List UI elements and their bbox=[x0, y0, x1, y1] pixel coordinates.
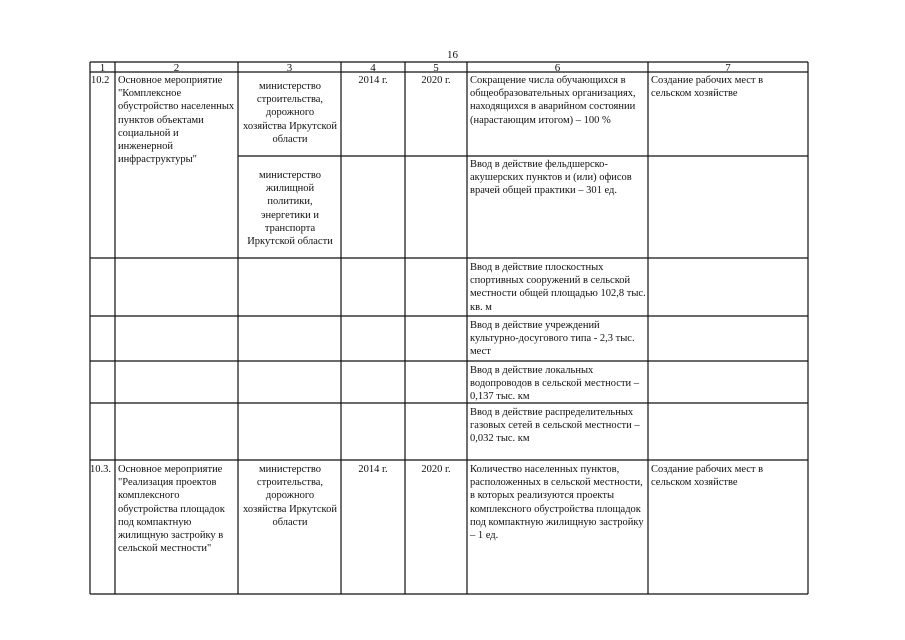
row-10-2-link: Создание рабочих мест в сельском хозяйстве bbox=[651, 75, 764, 100]
row-10-3-link: Создание рабочих мест в сельском хозяйстве bbox=[651, 464, 764, 489]
row-10-2-executor-2: министерство жилищной политики, энергетики и транспорта Иркутской области bbox=[247, 170, 333, 248]
header-col-7: 7 bbox=[725, 62, 731, 74]
row-10-2-number: 10.2 bbox=[91, 75, 110, 86]
row-10-2-end-year: 2020 г. bbox=[421, 75, 451, 86]
row-10-3-executor: министерство строительства, дорожного хозяйства Иркутской области bbox=[243, 464, 337, 528]
row-10-2-result-4: Ввод в действие учреждений культурно-досугового типа - 2,3 тыс. мест bbox=[470, 320, 635, 358]
row-10-2-result-3: Ввод в действие плоскостных спортивных сооружений в сельской местности общей площадью 102,8 тыс. кв. м bbox=[470, 262, 646, 313]
row-10-2-result-6: Ввод в действие распределительных газовых сетей в сельской местности – 0,032 тыс. км bbox=[470, 407, 640, 445]
header-col-1: 1 bbox=[99, 62, 106, 74]
row-10-3-start-year: 2014 г. bbox=[358, 464, 388, 475]
page-number: 16 bbox=[447, 49, 458, 61]
header-col-5: 5 bbox=[433, 62, 439, 74]
header-col-2: 2 bbox=[173, 62, 180, 74]
header-col-6: 6 bbox=[554, 62, 561, 74]
row-10-2-result-2: Ввод в действие фельдшерско-акушерских пунктов и (или) офисов врачей общей практики – 301 ед. bbox=[470, 159, 632, 197]
row-10-2-activity-name: Основное мероприятие "Комплексное обустройство населенных пунктов объектами социальной и инженерной инфраструктуры" bbox=[118, 75, 235, 166]
row-10-3-result: Количество населенных пунктов, расположенных в сельской местности, в которых реализуются проекты комплексного обустройства площадок под компактную жилищную застройку – 1 ед. bbox=[470, 464, 644, 542]
row-10-3-end-year: 2020 г. bbox=[421, 464, 451, 475]
row-10-2-result-1: Сокращение числа обучающихся в общеобразовательных организациях, находящихся в аварийном состоянии (нарастающим итогом) – 100 % bbox=[470, 75, 636, 126]
row-10-2-start-year: 2014 г. bbox=[358, 75, 388, 86]
row-10-3-number: 10.3. bbox=[90, 464, 111, 475]
header-col-4: 4 bbox=[370, 62, 376, 74]
row-10-2-result-5: Ввод в действие локальных водопроводов в сельской местности – 0,137 тыс. км bbox=[470, 365, 640, 403]
row-10-3-activity-name: Основное мероприятие "Реализация проектов комплексного обустройства площадок под компактную жилищную застройку в сельской местности" bbox=[118, 464, 225, 555]
row-10-2-executor-1: министерство строительства, дорожного хозяйства Иркутской области bbox=[243, 81, 337, 145]
header-col-3: 3 bbox=[286, 62, 293, 74]
